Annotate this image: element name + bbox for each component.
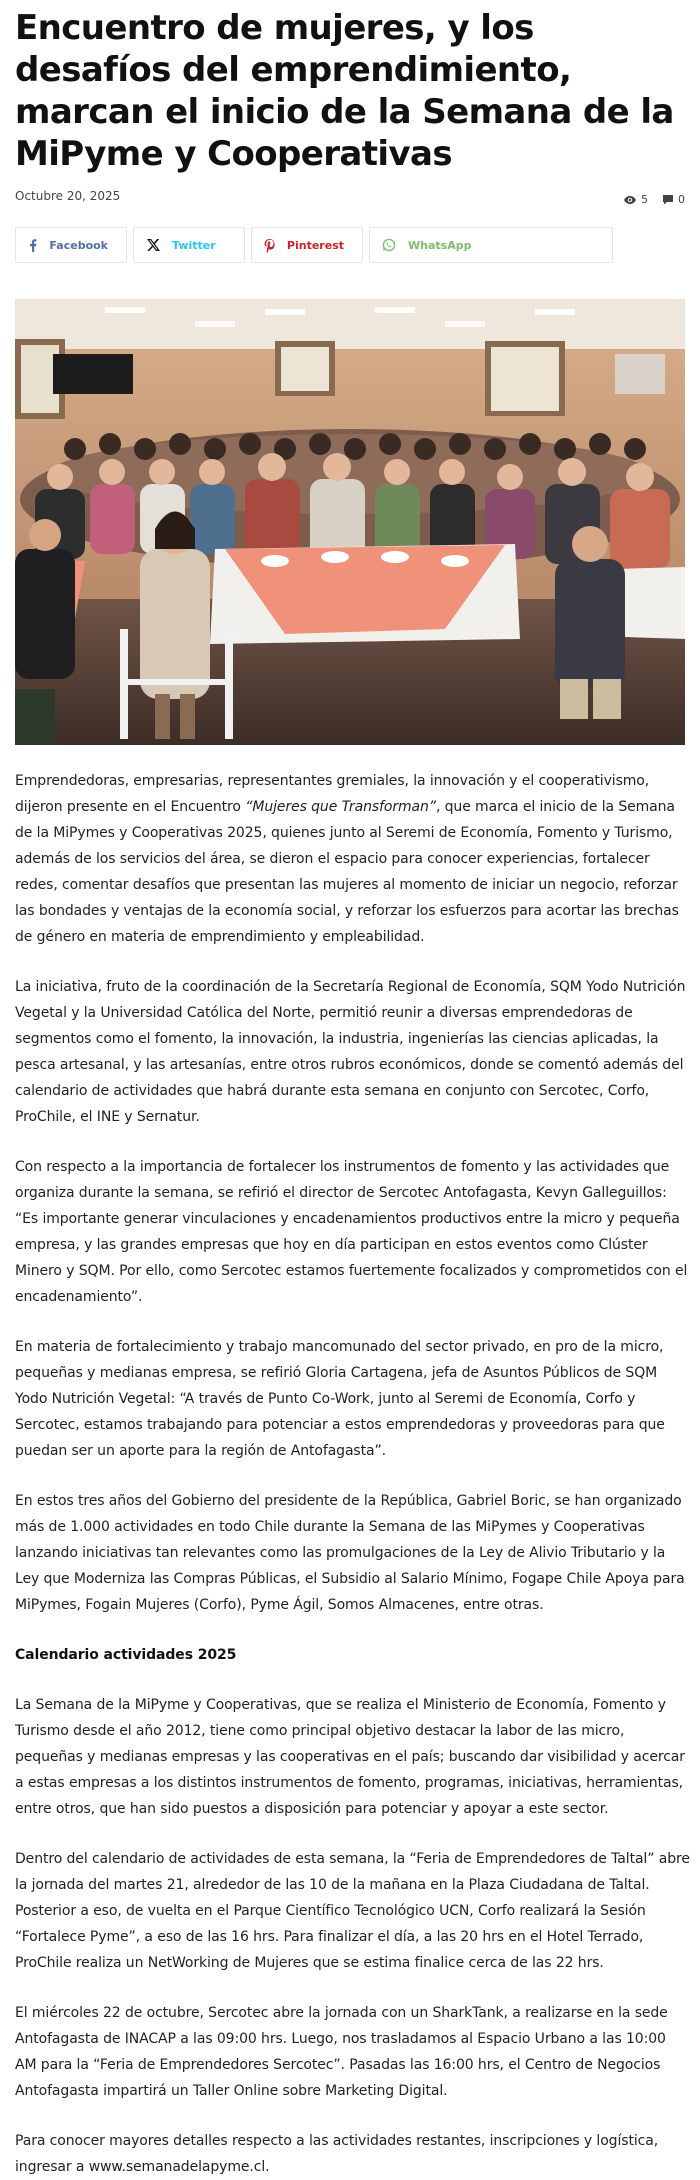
comments-counter[interactable]	[662, 193, 685, 206]
paragraph-2: La iniciativa, fruto de la coordinación de la Secretaría Regional de Economía, SQM Yodo Nutrición Vegetal y la Universidad Católica del Norte, permitió reunir a diversas emprendedoras de segmentos como el fomento, la innovación, la industria, ingenierías las ciencias aplicadas, la pesca artesanal, y las artesanías, entre otros rubros económicos, donde se comentó además del calendario de actividades que habrá durante esta semana en conjunto con Sercotec, Corfo, ProChile, el INE y Sernatur.	[15, 979, 686, 1125]
facebook-icon	[16, 239, 49, 252]
paragraph-1	[15, 768, 690, 950]
paragraph-1-text-cont: , que marca el inicio de la Semana de la MiPymes y Cooperativas 2025, quienes junto al Seremi de Economía, Fomento y Turismo, además de los servicios del área, se dieron el espacio para conocer experiencias, fortalecer redes, comentar desafíos que presentan las mujeres al momento de iniciar un negocio, reforzar las bondades y ventajas de la economía social, y reforzar los esfuerzos para acortar las brechas de género en materia de emprendimiento y empleabilidad.	[15, 799, 679, 945]
paragraph-5: En estos tres años del Gobierno del presidente de la República, Gabriel Boric, se han organizado más de 1.000 actividades en todo Chile durante la Semana de las MiPymes y Cooperativas lanzando iniciativas tan relevantes como las promulgaciones de la Ley de Alivio Tributario y la Ley que Moderniza las Compras Públicas, el Subsidio al Salario Mínimo, Fogape Chile Apoya para MiPymes, Fogain Mujeres (Corfo), Pyme Ágil, Somos Almacenes, entre otras.	[15, 1493, 685, 1613]
event-name: “Mujeres que Transforman”	[245, 799, 436, 815]
eye-icon	[623, 195, 637, 205]
paragraph-3: Con respecto a la importancia de fortalecer los instrumentos de fomento y las actividades que organiza durante la semana, se refirió el director de Sercotec Antofagasta, Kevyn Galleguillos: “Es importante generar vinculaciones y encadenamientos productivos entre la micro y pequeña empresa, y las grandes empresas que hoy en día participan en estos eventos como Clúster Minero y SQM. Por ello, como Sercotec estamos fuertemente focalizados y comprometidos con el encadenamiento”.	[15, 1159, 688, 1305]
article-body	[15, 768, 690, 2180]
article-meta	[15, 185, 685, 221]
paragraph-7: Dentro del calendario de actividades de esta semana, la “Feria de Emprendedores de Taltal” abre la jornada del martes 21, alrededor de las 10 de la mañana en la Plaza Ciudadana de Taltal. Posterior a eso, de vuelta en el Parque Científico Tecnológico UCN, Corfo realizará la Sesión “Fortalece Pyme”, a eso de las 16 hrs. Para finalizar el día, a las 20 hrs en el Hotel Terrado, ProChile realiza un NetWorking de Mujeres que se estima finalice cerca de las 22 hrs.	[15, 1851, 690, 1971]
section-subheading: Calendario actividades 2025	[15, 1647, 237, 1663]
share-facebook-label: Facebook	[49, 238, 108, 252]
featured-image	[15, 299, 685, 745]
share-whatsapp-label: WhatsApp	[408, 238, 472, 252]
article-date: Octubre 20, 2025	[15, 189, 121, 203]
article-counters	[623, 193, 685, 206]
views-counter	[623, 193, 648, 206]
pinterest-icon	[252, 239, 287, 252]
x-icon	[134, 239, 172, 251]
views-count: 5	[641, 193, 648, 206]
paragraph-1-text: Emprendedoras, empresarias, representantes gremiales, la innovación y el cooperativismo, dijeron presente en el Encuentro	[15, 773, 650, 815]
article-title: Encuentro de mujeres, y los desafíos del emprendimiento, marcan el inicio de la Semana de la MiPyme y Cooperativas	[15, 8, 674, 174]
share-twitter-button[interactable]	[133, 227, 245, 263]
whatsapp-icon	[370, 238, 408, 252]
paragraph-8: El miércoles 22 de octubre, Sercotec abre la jornada con un SharkTank, a realizarse en la sede Antofagasta de INACAP a las 09:00 hrs. Luego, nos trasladamos al Espacio Urbano a las 10:00 AM para la “Feria de Emprendedores Sercotec”. Pasadas las 16:00 hrs, el Centro de Negocios Antofagasta impartirá un Taller Online sobre Marketing Digital.	[15, 2005, 668, 2099]
paragraph-4: En materia de fortalecimiento y trabajo mancomunado del sector privado, en pro de la micro, pequeñas y medianas empresa, se refirió Gloria Cartagena, jefa de Asuntos Públicos de SQM Yodo Nutrición Vegetal: “A través de Punto Co-Work, junto al Seremi de Economía, Corfo y Sercotec, estamos trabajando para potenciar a estos emprendedoras y proveedoras para que puedan ser un aporte para la región de Antofagasta”.	[15, 1339, 665, 1459]
share-facebook-button[interactable]	[15, 227, 127, 263]
paragraph-9: Para conocer mayores detalles respecto a las actividades restantes, inscripciones y logística, ingresar a www.semanadelapyme.cl.	[15, 2133, 659, 2175]
share-whatsapp-button[interactable]	[369, 227, 613, 263]
comments-count: 0	[678, 193, 685, 206]
share-twitter-label: Twitter	[172, 238, 216, 252]
comment-icon	[662, 194, 674, 205]
paragraph-6: La Semana de la MiPyme y Cooperativas, que se realiza el Ministerio de Economía, Fomento y Turismo desde el año 2012, tiene como principal objetivo destacar la labor de las micro, pequeñas y medianas empresas y las cooperativas en el país; buscando dar visibilidad y acercar a estas empresas a los distintos instrumentos de fomento, programas, iniciativas, herramientas, entre otros, que han sido puestos a disposición para potenciar y apoyar a este sector.	[15, 1697, 685, 1817]
share-pinterest-label: Pinterest	[286, 238, 344, 252]
share-pinterest-button[interactable]	[251, 227, 363, 263]
share-bar	[15, 227, 685, 263]
